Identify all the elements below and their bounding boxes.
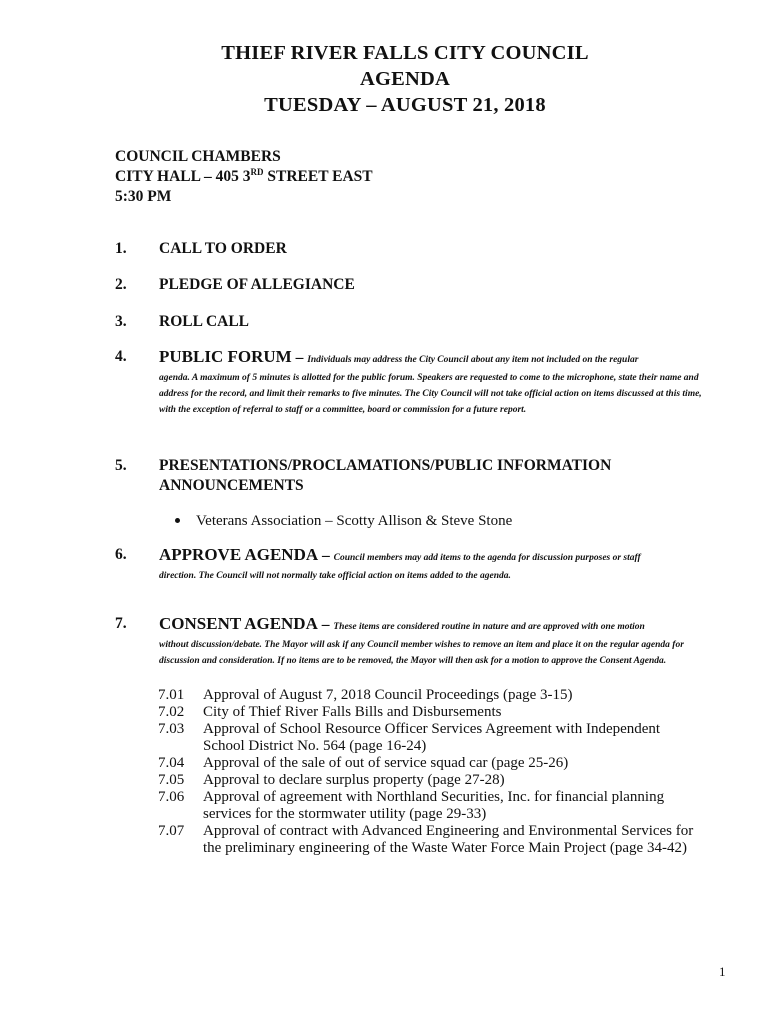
consent-item [158, 687, 718, 704]
item-number: 7. [115, 615, 127, 632]
item-heading-line [159, 545, 707, 568]
title-dash: – [317, 616, 334, 633]
consent-item-number: 7.04 [158, 755, 185, 771]
bullet-icon [175, 518, 180, 523]
bullet-item [175, 511, 512, 531]
consent-item-text: Approval to declare surplus property (page 27-28) [203, 772, 505, 788]
item-note: without discussion/debate. The Mayor will ask if any Council member wishes to remove an item and place it on the regular agenda for discussion and consideration. If no items are to be removed, the Mayor will then ask for a motion to approve the Consent Agenda. [159, 640, 684, 666]
address-prefix: CITY HALL – 405 3 [115, 168, 251, 185]
item-title: PLEDGE OF ALLEGIANCE [159, 276, 355, 293]
consent-item [158, 704, 718, 721]
consent-item-text-continued: services for the stormwater utility (page 29-33) [203, 806, 487, 822]
address-ordinal: RD [250, 167, 264, 177]
item-heading-line [159, 614, 707, 637]
item-number: 1. [115, 240, 127, 257]
meeting-location [115, 147, 373, 207]
item-title: ROLL CALL [159, 313, 250, 330]
meeting-date: TUESDAY – AUGUST 21, 2018 [264, 94, 546, 116]
consent-item [158, 789, 718, 823]
consent-item-text: Approval of School Resource Officer Services Agreement with Independent [203, 721, 661, 737]
consent-item-text: Approval of August 7, 2018 Council Proceedings (page 3-15) [203, 687, 573, 703]
consent-item-number: 7.02 [158, 704, 185, 720]
item-title: CALL TO ORDER [159, 240, 287, 257]
item-title-continued: ANNOUNCEMENTS [159, 477, 304, 494]
item-title: PUBLIC FORUM [159, 347, 292, 366]
consent-item-text-continued: the preliminary engineering of the Waste Water Force Main Project (page 34-42) [203, 840, 687, 856]
consent-item-text-continued: School District No. 564 (page 16-24) [203, 738, 427, 754]
item-heading-line [159, 347, 707, 370]
address-suffix: STREET EAST [263, 168, 373, 185]
item-number: 5. [115, 457, 127, 474]
address-line [115, 167, 373, 187]
item-note: agenda. A maximum of 5 minutes is allotted for the public forum. Speakers are requested to come to the microphone, state their name and address for the record, and limit their remarks to five minutes. The City Council will not take official action on items discussed at this time, with the exception of referral to staff or a committee, board or commission for a future report. [159, 373, 702, 415]
consent-item [158, 721, 718, 755]
consent-item-text: Approval of contract with Advanced Engineering and Environmental Services for [203, 823, 694, 839]
document-title: AGENDA [359, 68, 451, 90]
item-title: CONSENT AGENDA [159, 614, 318, 633]
page-number: 1 [719, 964, 726, 979]
council-name: THIEF RIVER FALLS CITY COUNCIL [221, 42, 589, 64]
consent-item [158, 823, 718, 857]
item-title: APPROVE AGENDA [159, 545, 319, 564]
item-number: 4. [115, 348, 127, 365]
consent-item-number: 7.05 [158, 772, 185, 788]
agenda-title-block [0, 40, 770, 118]
consent-item-number: 7.01 [158, 687, 185, 703]
title-dash: – [318, 547, 334, 564]
consent-item-text: Approval of the sale of out of service squad car (page 25-26) [203, 755, 569, 771]
consent-item-number: 7.07 [158, 823, 185, 839]
item-note: direction. The Council will not normally take official action on items added to the agenda. [159, 571, 511, 581]
meeting-time: 5:30 PM [115, 188, 172, 205]
consent-item-text: City of Thief River Falls Bills and Disbursements [203, 704, 502, 720]
consent-item [158, 755, 718, 772]
consent-item-number: 7.03 [158, 721, 185, 737]
item-number: 6. [115, 546, 127, 563]
consent-item-number: 7.06 [158, 789, 185, 805]
title-dash: – [291, 349, 308, 366]
item-number: 3. [115, 313, 127, 330]
item-title: PRESENTATIONS/PROCLAMATIONS/PUBLIC INFORMATION [159, 457, 612, 474]
consent-agenda-list [158, 687, 718, 857]
item-note-lead: These items are considered routine in nature and are approved with one motion [333, 622, 645, 632]
bullet-text: Veterans Association – Scotty Allison & Steve Stone [196, 513, 513, 529]
item-number: 2. [115, 276, 127, 293]
chambers-label: COUNCIL CHAMBERS [115, 148, 281, 165]
consent-item-text: Approval of agreement with Northland Securities, Inc. for financial planning [203, 789, 665, 805]
item-note-lead: Individuals may address the City Council about any item not included on the regular [307, 355, 639, 365]
item-note-lead: Council members may add items to the agenda for discussion purposes or staff [333, 553, 641, 563]
consent-item [158, 772, 718, 789]
